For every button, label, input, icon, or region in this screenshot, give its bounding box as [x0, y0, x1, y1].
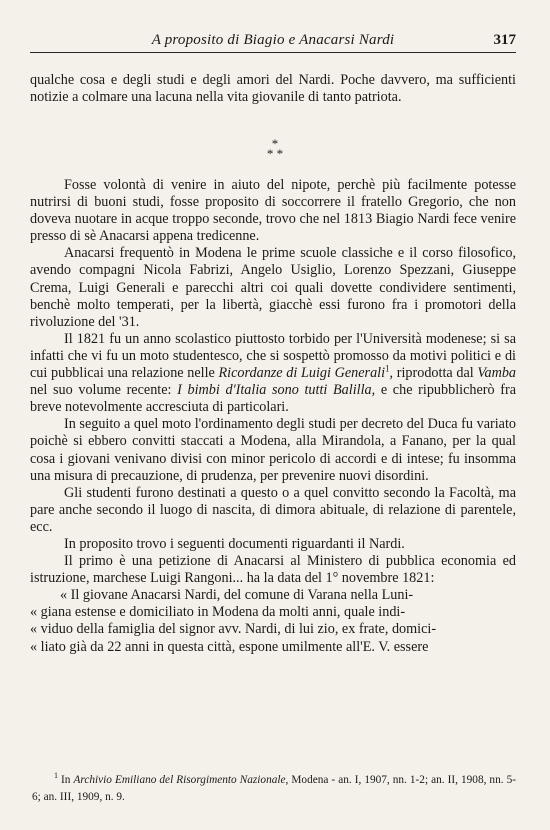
paragraph-3-text-b: , riprodotta dal — [389, 365, 478, 382]
quote-line: « giana estense e domiciliato in Modena da molti anni, quale indi- — [30, 604, 406, 621]
intro-paragraph: qualche cosa e degli studi e degli amori del Nardi. Poche davvero, ma sufficienti notizie a colmare una lacuna nella vita giovanile di tanto patriota. — [30, 72, 516, 106]
quote-line: « Il giovane Anacarsi Nardi, del comune di Varana nella Luni- — [60, 587, 414, 604]
paragraph-4: In seguito a quel moto l'ordinamento degli studi per decreto del Duca fu variato poichè si ebbero convitti staccati a Modena, alla Mirandola, a Fanano, per la qual cosa i giovani venivano divisi con minor pericolo di accordi e di intese; fu insomma una misura di precauzione, di prudenza, per prevenire nuovi disordini. — [30, 416, 516, 484]
footnote-mark: 1 — [54, 771, 58, 780]
quote-line: « viduo della famiglia del signor avv. Nardi, di lui zio, ex frate, domici- — [30, 621, 437, 638]
running-title: A proposito di Biagio e Anacarsi Nardi — [151, 32, 395, 48]
paragraph-3-text-c: nel suo volume recente: — [30, 382, 178, 399]
ricordanze-title: Ricordanze di Luigi Generali — [218, 365, 386, 382]
section-asterism — [0, 136, 550, 161]
footnote-rest: , Modena - an. I, 1907, nn. 1-2; an. II, 1908, nn. 5-6; an. III, 1909, n. 9. — [32, 773, 516, 803]
footnote-ref[interactable]: 1 — [385, 363, 390, 374]
paragraph-3-text-a: Il 1821 fu un anno scolastico piuttosto torbido per l'Università modenese; si sa infatti che vi fu un moto studentesco, che si sospettò promosso da motivi politici e di cui pubblicai una relazione nelle — [30, 330, 516, 382]
page-number: 317 — [493, 32, 516, 48]
paragraph-3-text-d: , e che ripubblicherò fra breve notevolmente accresciuta di particolari. — [30, 382, 516, 416]
paragraph-6: In proposito trovo i seguenti documenti riguardanti il Nardi. — [64, 535, 405, 552]
running-header — [30, 30, 516, 53]
asterism-glyphs: * * * — [266, 136, 284, 161]
paragraph-2: Anacarsi frequentò in Modena le prime scuole classiche e il corso filosofico, avendo compagni Nicola Fabrizi, Angelo Usiglio, Lorenzo Spezzani, Giuseppe Crema, Luigi Generali e parecchi altri coi quali dovette condividere sentimenti, benchè molto temperati, per la libertà, giacchè essi furono fra i promotori della rivoluzione del '31. — [30, 245, 516, 330]
quoted-petition — [30, 587, 516, 655]
footnote — [32, 767, 516, 806]
intro-paragraph-block — [30, 72, 516, 106]
bimbi-title: I bimbi d'Italia sono tutti Balilla — [177, 382, 372, 399]
paragraph-3 — [30, 331, 516, 416]
paragraph-5: Gli studenti furono destinati a questo o a quel convitto secondo la Facoltà, ma pare anche secondo il luogo di nascita, di dimora abituale, di relazione di parentele, ecc. — [30, 484, 516, 535]
vamba-name: Vamba — [477, 365, 517, 382]
paragraph-7: Il primo è una petizione di Anacarsi al Ministero di pubblica economia ed istruzione, marchese Luigi Rangoni... ha la data del 1° novembre 1821: — [30, 553, 516, 587]
footnote-title: Archivio Emiliano del Risorgimento Nazionale — [73, 773, 286, 786]
paragraph-1: Fosse volontà di venire in aiuto del nipote, perchè più facilmente potesse nutrirsi di buoni studi, fosse proposito di soccorrere il fratello Gregorio, che non doveva nuotare in acque troppo seconde, trovo che nel 1813 Biagio Nardi fece venire presso di sè Anacarsi appena tredicenne. — [30, 177, 516, 245]
main-text — [30, 177, 516, 656]
quote-line: « liato già da 22 anni in questa città, espone umilmente all'E. V. essere — [30, 638, 429, 655]
footnote-prefix: In — [61, 773, 74, 786]
